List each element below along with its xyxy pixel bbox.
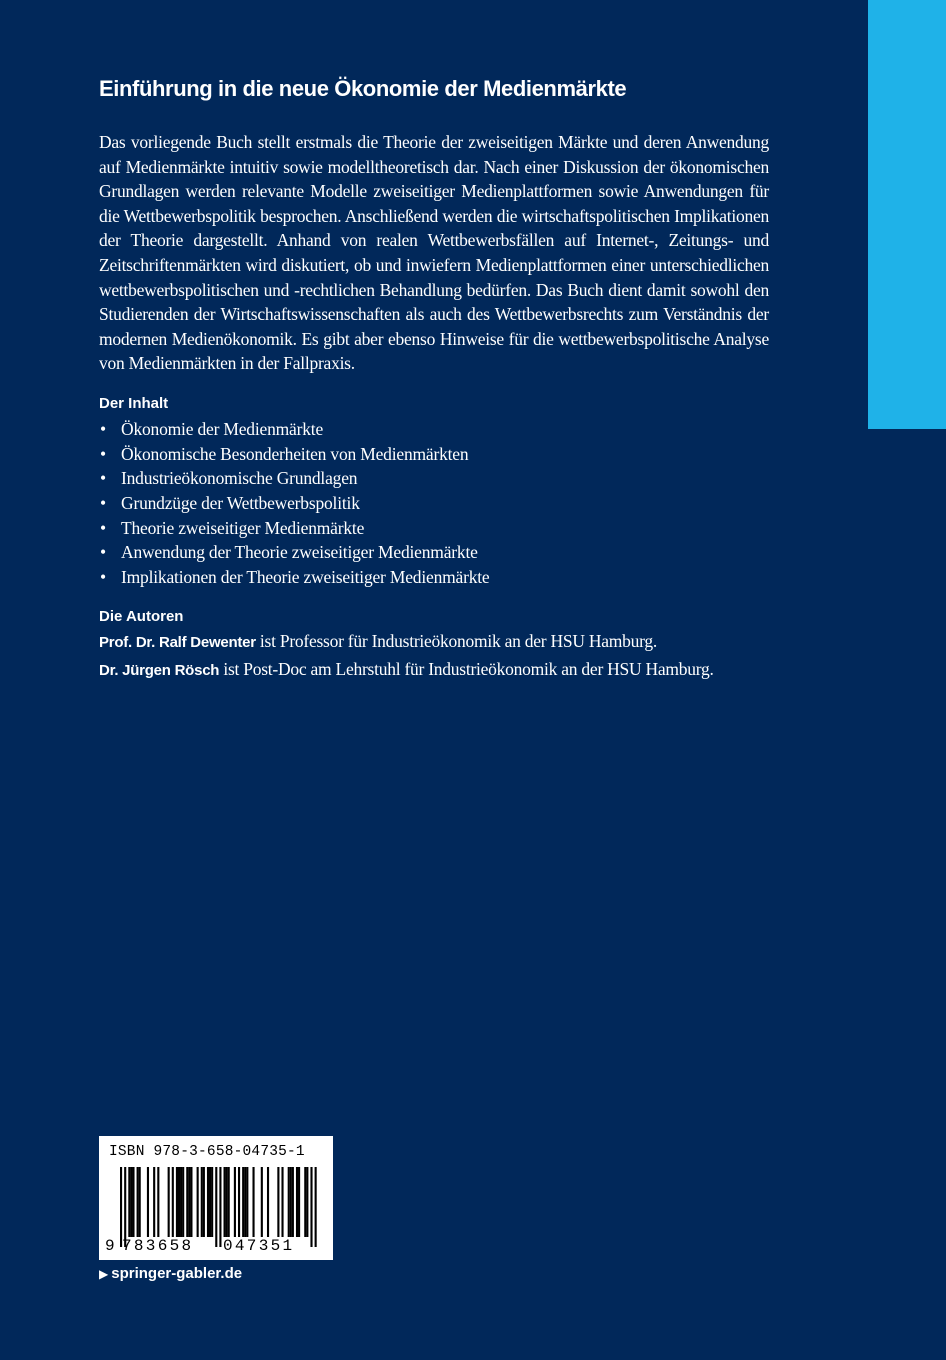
barcode-bar xyxy=(176,1167,178,1237)
barcode-guard-bar xyxy=(215,1167,217,1247)
barcode-bar xyxy=(203,1167,205,1237)
barcode-bar xyxy=(190,1167,192,1237)
barcode-guard-bar xyxy=(310,1167,312,1247)
contents-item-label: Anwendung der Theorie zweiseitiger Medienmärkte xyxy=(121,542,478,563)
barcode-bar xyxy=(226,1167,228,1237)
contents-item-label: Theorie zweiseitiger Medienmärkte xyxy=(121,517,365,538)
bullet-icon: • xyxy=(100,567,106,588)
contents-item xyxy=(99,565,769,590)
contents-item-label: Ökonomische Besonderheiten von Medienmärkten xyxy=(121,443,469,464)
contents-list xyxy=(99,417,769,590)
barcode-bar xyxy=(178,1167,180,1237)
contents-item xyxy=(99,491,769,516)
barcode-bar xyxy=(201,1167,203,1237)
contents-item-label: Grundzüge der Wettbewerbspolitik xyxy=(121,493,360,514)
barcode-bar xyxy=(224,1167,226,1237)
author-description: ist Professor für Industrieökonomik an der HSU Hamburg. xyxy=(255,630,658,651)
barcode-bar xyxy=(292,1167,294,1237)
contents-item xyxy=(99,417,769,442)
play-arrow-icon: ▶ xyxy=(99,1267,109,1281)
isbn-barcode xyxy=(99,1136,333,1260)
bullet-icon: • xyxy=(100,443,106,464)
contents-item-label: Industrieökonomische Grundlagen xyxy=(121,468,358,489)
barcode-bar xyxy=(246,1167,248,1237)
barcode-bar xyxy=(261,1167,263,1237)
authors-heading: Die Autoren xyxy=(99,607,184,625)
website-label: springer-gabler.de xyxy=(111,1265,243,1282)
barcode-bar xyxy=(296,1167,298,1237)
barcode-digits-right: 047351 xyxy=(223,1237,295,1255)
bullet-icon: • xyxy=(100,418,106,439)
barcode-bar xyxy=(153,1167,155,1237)
bullet-icon: • xyxy=(100,517,106,538)
barcode-guard-bar xyxy=(315,1167,317,1247)
contents-item xyxy=(99,516,769,541)
author-name: Prof. Dr. Ralf Dewenter xyxy=(99,633,256,651)
barcode-bar xyxy=(168,1167,170,1237)
barcode-bar xyxy=(290,1167,292,1237)
contents-heading: Der Inhalt xyxy=(99,394,169,412)
isbn-label: ISBN 978-3-658-04735-1 xyxy=(109,1144,305,1160)
contents-item xyxy=(99,466,769,491)
contents-item xyxy=(99,540,769,565)
barcode-guard-bar xyxy=(219,1167,221,1247)
bullet-icon: • xyxy=(100,468,106,489)
author-entry xyxy=(99,628,769,656)
barcode-bar xyxy=(188,1167,190,1237)
bullet-icon: • xyxy=(100,493,106,514)
barcode-bar xyxy=(209,1167,211,1237)
barcode-bar xyxy=(252,1167,254,1237)
author-name: Dr. Jürgen Rösch xyxy=(99,661,220,679)
barcode-bar xyxy=(267,1167,269,1237)
barcode-bar xyxy=(244,1167,246,1237)
barcode-digit-lead: 9 xyxy=(105,1237,115,1255)
barcode-bar xyxy=(304,1167,306,1237)
barcode-bar xyxy=(306,1167,308,1237)
barcode-bar xyxy=(281,1167,283,1237)
barcode-bar xyxy=(228,1167,230,1237)
barcode-bar xyxy=(132,1167,134,1237)
barcode-guard-bar xyxy=(124,1167,126,1247)
barcode-bar xyxy=(157,1167,159,1237)
back-cover-content xyxy=(99,74,769,684)
barcode-bar xyxy=(238,1167,240,1237)
barcode-digits-left: 783658 xyxy=(122,1237,194,1255)
barcode-bar xyxy=(234,1167,236,1237)
barcode-bar xyxy=(137,1167,139,1237)
barcode-bar xyxy=(288,1167,290,1237)
barcode-bar xyxy=(207,1167,209,1237)
barcode-bar xyxy=(242,1167,244,1237)
bullet-icon: • xyxy=(100,542,106,563)
barcode-bar xyxy=(147,1167,149,1237)
author-description: ist Post-Doc am Lehrstuhl für Industrieökonomik an der HSU Hamburg. xyxy=(219,658,714,679)
contents-item-label: Implikationen der Theorie zweiseitiger Medienmärkte xyxy=(121,567,490,588)
barcode-guard-bar xyxy=(120,1167,122,1247)
barcode-bar xyxy=(298,1167,300,1237)
barcode-bar xyxy=(277,1167,279,1237)
barcode-bar xyxy=(182,1167,184,1237)
barcode-bar xyxy=(180,1167,182,1237)
contents-item xyxy=(99,442,769,467)
book-title: Einführung in die neue Ökonomie der Medienmärkte xyxy=(99,76,627,101)
accent-bar xyxy=(868,0,946,429)
book-description: Das vorliegende Buch stellt erstmals die Theorie der zweiseitigen Märkte und deren Anwendung auf Medienmärkte intuitiv sowie modelltheoretisch dar. Nach einer Diskussion der ökonomischen Grundlagen werden relevante Modelle zweiseitiger Medienplattformen sowie Anwendungen für die Wettbewerbspolitik besprochen. Anschließend werden die wirtschaftspolitischen Implikationen der Theorie dargestellt. Anhand von realen Wettbewerbsfällen auf Internet-, Zeitungs- und Zeitschriftenmärkten wird diskutiert, ob und inwiefern Medienplattformen einer unterschiedlichen wettbewerbspolitischen und -rechtlichen Behandlung bedürfen. Das Buch dient damit sowohl den Studierenden der Wirtschaftswissenschaften als auch des Wettbewerbsrechts zum Verständnis der modernen Medienökonomik. Es gibt aber ebenso Hinweise für die wettbewerbspolitische Analyse von Medienmärkten in der Fallpraxis. xyxy=(99,132,769,374)
barcode-bar xyxy=(172,1167,174,1237)
author-entry xyxy=(99,656,769,684)
contents-item-label: Ökonomie der Medienmärkte xyxy=(121,418,324,439)
barcode-bar xyxy=(197,1167,199,1237)
barcode-bar xyxy=(128,1167,130,1237)
barcode-bar xyxy=(130,1167,132,1237)
barcode-bar xyxy=(139,1167,141,1237)
barcode-bar xyxy=(186,1167,188,1237)
barcode-bar xyxy=(211,1167,213,1237)
publisher-website[interactable] xyxy=(99,1263,242,1285)
